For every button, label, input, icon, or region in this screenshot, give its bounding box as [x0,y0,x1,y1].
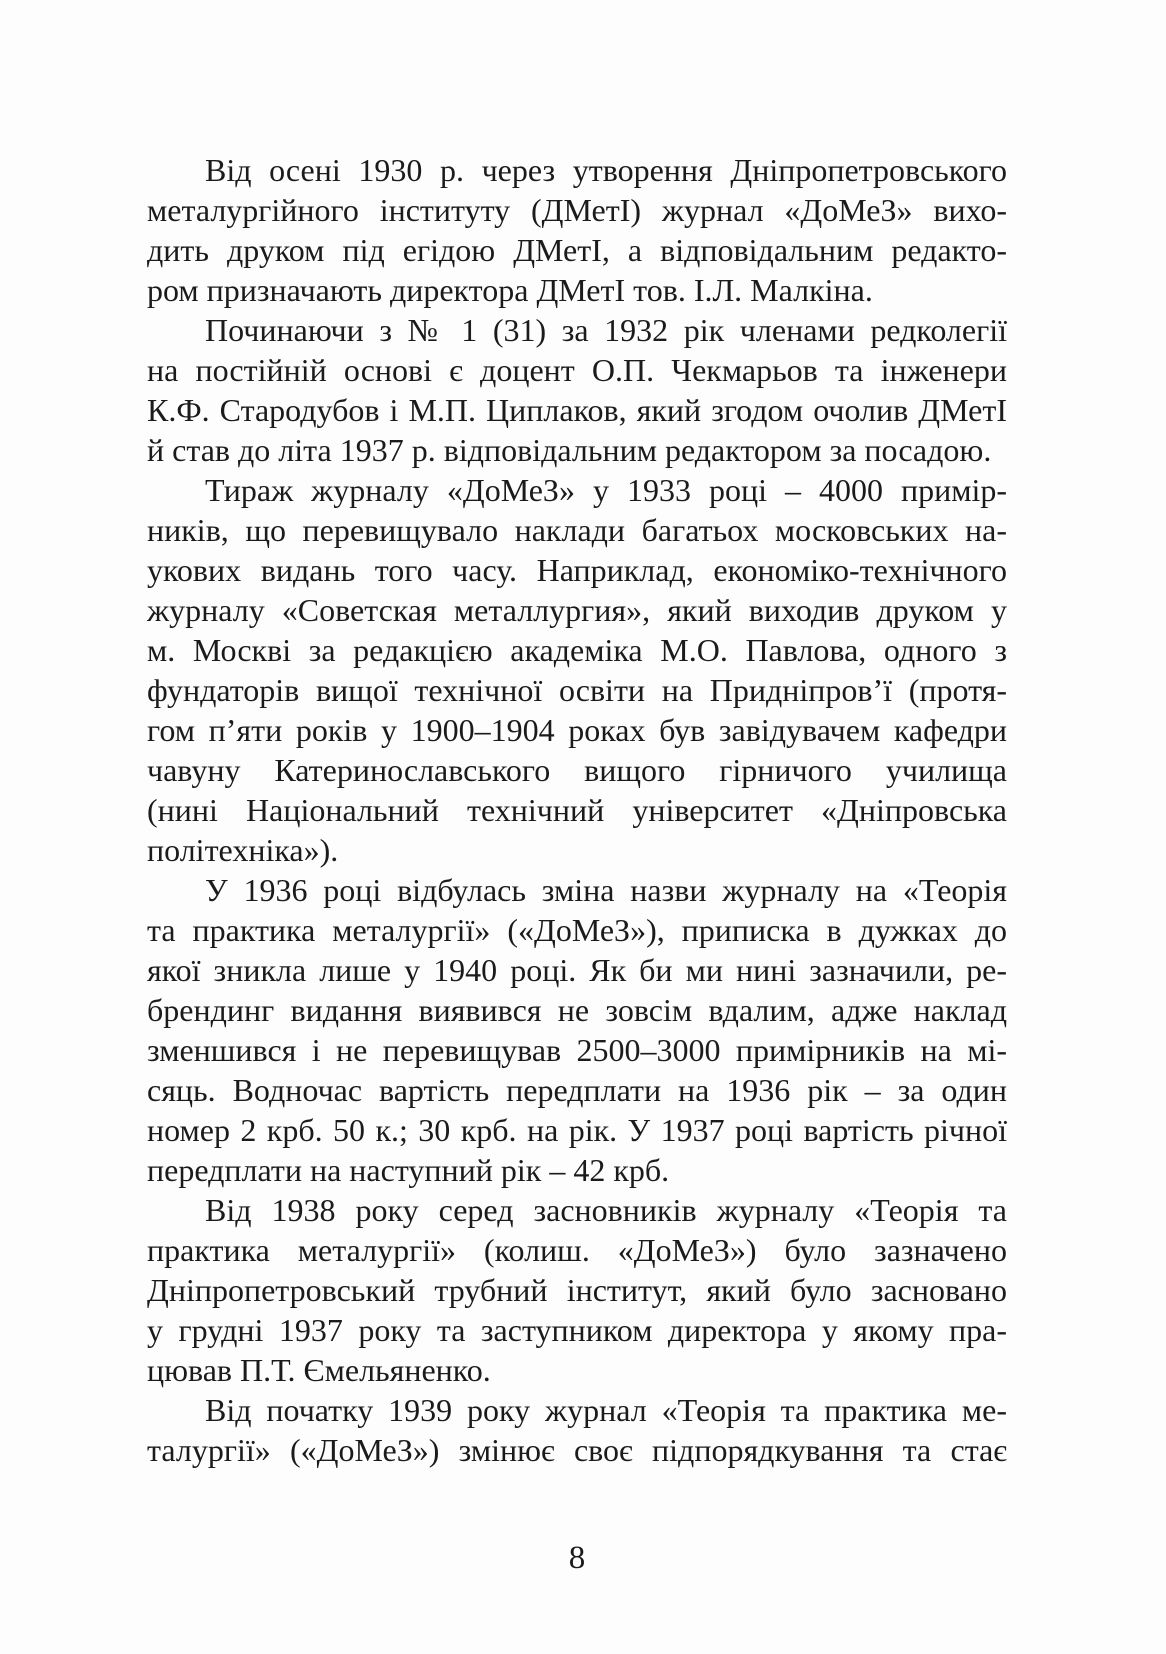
text-line: У 1936 році відбулась зміна назви журналу на «Теорія [205,872,1007,908]
paragraph [147,1390,1007,1470]
text-line: чавуну Катеринославського вищого гірничого училища [147,752,1007,788]
text-line: Починаючи з № 1 (31) за 1932 рік членами редколегії [205,312,1007,348]
text-line: Дніпропетровський трубний інститут, який було засновано [147,1272,1007,1308]
text-line: та практика металургії» («ДоМеЗ»), приписка в дужках до [147,912,1007,948]
text-line: передплати на наступний рік – 42 крб. [147,1152,670,1188]
text-line: журналу «Советская металлургия», який виходив друком у [147,592,1007,628]
paragraph [147,310,1007,470]
text-line: Від осені 1930 р. через утворення Дніпропетровського [205,152,1007,188]
text-line: Тираж журналу «ДоМеЗ» у 1933 році – 4000 примір- [205,472,1007,508]
text-line: укових видань того часу. Наприклад, економіко-технічного [147,552,1007,588]
paragraph [147,870,1007,1190]
text-line: ників, що перевищувало наклади багатьох московських на- [147,512,1007,548]
paragraph [147,1190,1007,1390]
text-line: талургії» («ДоМеЗ») змінює своє підпорядкування та стає [147,1432,1007,1468]
text-line: у грудні 1937 року та заступником директора у якому пра- [147,1312,1007,1348]
text-line: практика металургії» (колиш. «ДоМеЗ») було зазначено [147,1232,1007,1268]
text-line: м. Москві за редакцією академіка М.О. Павлова, одного з [147,632,1007,668]
text-line: сяць. Водночас вартість передплати на 1936 рік – за один [147,1072,1007,1108]
text-line: Від початку 1939 року журнал «Теорія та практика ме- [205,1392,1007,1428]
text-line: К.Ф. Стародубов і М.П. Циплаков, який згодом очолив ДМетІ [147,392,1007,428]
text-line: гом п’яти років у 1900–1904 роках був завідувачем кафедри [147,712,1007,748]
text-line: якої зникла лише у 1940 році. Як би ми нині зазначили, ре- [147,952,1007,988]
text-line: на постійній основі є доцент О.П. Чекмарьов та інженери [147,352,1007,388]
page-number: 8 [568,1540,586,1576]
text-line: політехніка»). [147,832,339,868]
text-line: Від 1938 року серед засновників журналу «Теорія та [205,1192,1007,1228]
text-line: (нині Національний технічний університет «Дніпровська [147,792,1007,828]
text-line: ром призначають директора ДМетІ тов. І.Л. Малкіна. [147,272,873,308]
text-line: брендинг видання виявився не зовсім вдалим, адже наклад [147,992,1007,1028]
text-line: й став до літа 1937 р. відповідальним редактором за посадою. [147,432,992,468]
body-text [147,150,1007,1470]
text-line: зменшився і не перевищував 2500–3000 примірників на мі- [147,1032,1007,1068]
paragraph [147,470,1007,870]
text-line: фундаторів вищої технічної освіти на Придніпров’ї (протя- [147,672,1007,708]
text-line: дить друком під егідою ДМетІ, а відповідальним редакто- [147,232,1007,268]
text-line: номер 2 крб. 50 к.; 30 крб. на рік. У 1937 році вартість річної [147,1112,1007,1148]
text-line: цював П.Т. Ємельяненко. [147,1352,491,1388]
paragraph [147,150,1007,310]
text-line: металургійного інституту (ДМетІ) журнал «ДоМеЗ» вихо- [147,192,1007,228]
